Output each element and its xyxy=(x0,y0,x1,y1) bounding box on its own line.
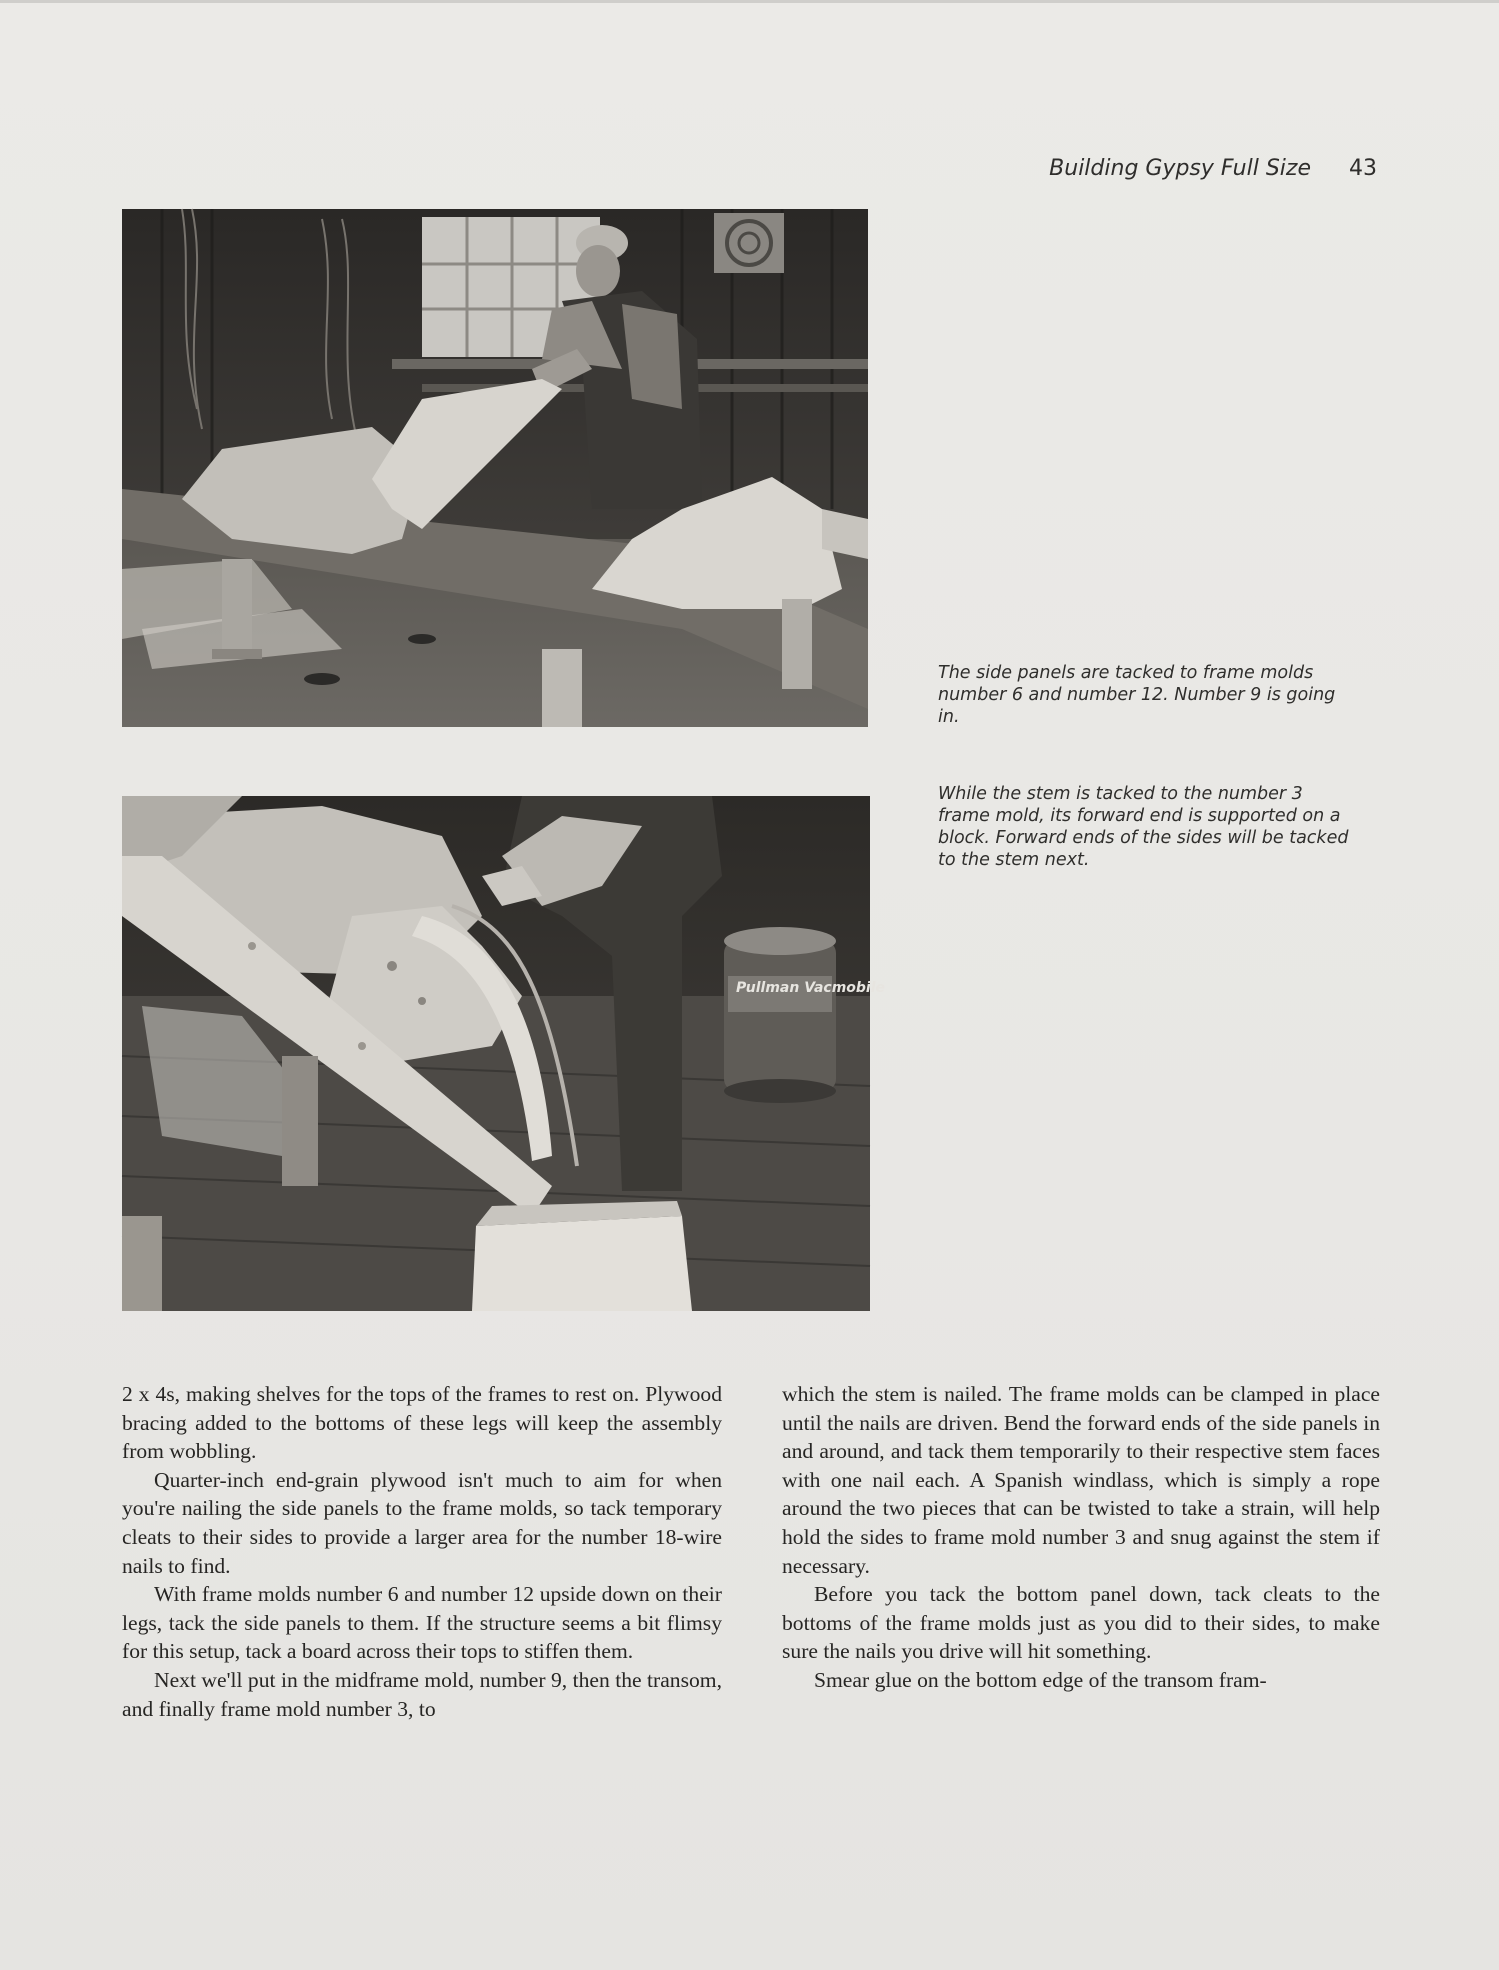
paragraph: Quarter-inch end-grain plywood isn't much to aim for when you're nailing the side panels to the frame molds, so tack temporary cleats to their sides to provide a larger area for the number 18-wire nails to find. xyxy=(122,1467,722,1578)
body-column-right xyxy=(782,1380,1380,1695)
paragraph: which the stem is nailed. The frame molds can be clamped in place until the nails are driven. Bend the forward ends of the side panels in and around, and tack them temporarily to their respective stem faces with one nail each. A Spanish windlass, which is simply a rope around the two pieces that can be twisted to take a strain, will help hold the sides to frame mold number 3 and snug against the stem if necessary. xyxy=(782,1382,1380,1578)
body-column-left xyxy=(122,1380,722,1723)
paragraph: With frame molds number 6 and number 12 upside down on their legs, tack the side panels to them. If the structure seems a bit flimsy for this setup, tack a board across their tops to stiffen them. xyxy=(122,1582,722,1664)
running-head-title: Building Gypsy Full Size xyxy=(1049,156,1311,181)
paragraph: 2 x 4s, making shelves for the tops of the frames to rest on. Plywood bracing added to the bottoms of these legs will keep the assembly from wobbling. xyxy=(122,1382,722,1464)
page-number: 43 xyxy=(1349,156,1377,181)
running-head xyxy=(1049,156,1377,181)
photo-stem-illustration xyxy=(122,796,886,1311)
photo-stem-on-block xyxy=(122,796,886,1311)
caption-top-photo: The side panels are tacked to frame molds number 6 and number 12. Number 9 is going in. xyxy=(938,663,1336,727)
vacuum-brand-label: Pullman Vacmobile xyxy=(736,980,886,996)
paragraph: Smear glue on the bottom edge of the transom fram- xyxy=(814,1667,1267,1692)
photo-side-panels-illustration xyxy=(122,209,868,727)
paragraph: Next we'll put in the midframe mold, number 9, then the transom, and finally frame mold number 3, to xyxy=(122,1667,722,1721)
page-top-edge xyxy=(0,0,1499,3)
caption-bottom-photo: While the stem is tacked to the number 3 frame mold, its forward end is supported on a block. Forward ends of the sides will be tacked to the stem next. xyxy=(938,784,1349,870)
paragraph: Before you tack the bottom panel down, tack cleats to the bottoms of the frame molds just as you did to their sides, to make sure the nails you drive will hit something. xyxy=(782,1582,1380,1664)
photo-side-panels-tacked xyxy=(122,209,868,727)
